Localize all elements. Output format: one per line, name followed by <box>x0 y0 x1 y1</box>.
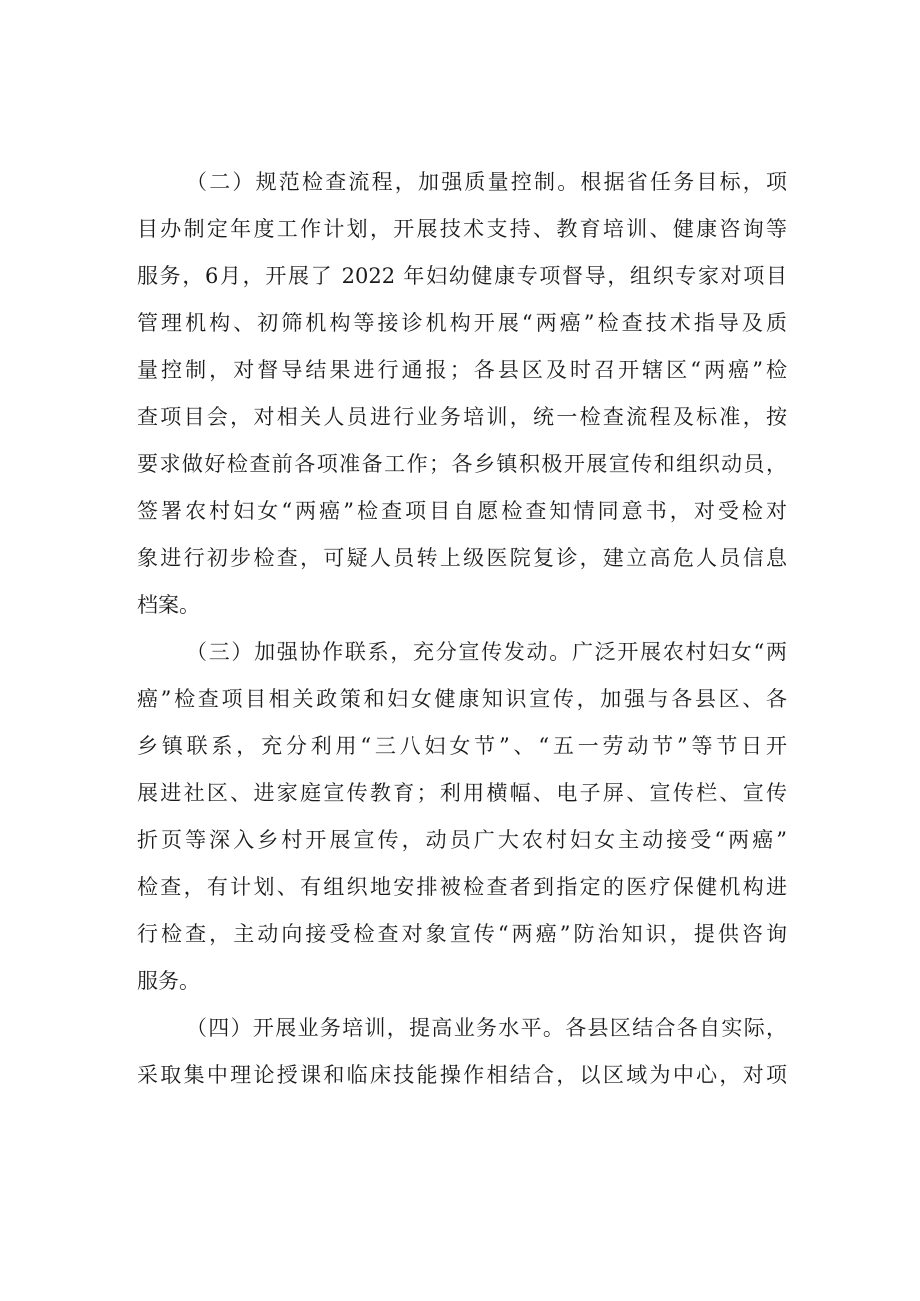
text-line: 服务，6月，开展了 2022 年妇幼健康专项督导，组织专家对项目 <box>137 264 787 288</box>
text-line: 管理机构、初筛机构等接诊机构开展“两癌”检查技术指导及质 <box>137 311 787 335</box>
text-line: 量控制，对督导结果进行通报；各县区及时召开辖区“两癌”检 <box>137 358 787 382</box>
text-line: 检查，有计划、有组织地安排被检查者到指定的医疗保健机构进 <box>137 875 787 899</box>
text-line: 象进行初步检查，可疑人员转上级医院复诊，建立高危人员信息 <box>137 546 787 570</box>
text-line: 查项目会，对相关人员进行业务培训，统一检查流程及标准，按 <box>137 405 787 429</box>
text-line: 展进社区、进家庭宣传教育；利用横幅、电子屏、宣传栏、宣传 <box>137 781 787 805</box>
text-line: 要求做好检查前各项准备工作；各乡镇积极开展宣传和组织动员， <box>137 452 787 476</box>
text-line: 签署农村妇女“两癌”检查项目自愿检查知情同意书，对受检对 <box>137 499 787 523</box>
text-line: （三）加强协作联系，充分宣传发动。广泛开展农村妇女“两 <box>186 640 787 664</box>
text-line: （二）规范检查流程，加强质量控制。根据省任务目标，项 <box>186 170 787 194</box>
text-line: 目办制定年度工作计划，开展技术支持、教育培训、健康咨询等 <box>137 217 787 241</box>
text-line: 乡镇联系，充分利用“三八妇女节”、“五一劳动节”等节日开 <box>137 734 787 758</box>
text-line: 档案。 <box>137 593 200 617</box>
text-line: 癌”检查项目相关政策和妇女健康知识宣传，加强与各县区、各 <box>137 687 787 711</box>
text-line: 折页等深入乡村开展宣传，动员广大农村妇女主动接受“两癌” <box>137 828 787 852</box>
text-line: （四）开展业务培训，提高业务水平。各县区结合各自实际， <box>186 1016 787 1040</box>
text-line: 行检查，主动向接受检查对象宣传“两癌”防治知识，提供咨询 <box>137 922 787 946</box>
text-line: 服务。 <box>137 969 200 993</box>
text-line: 采取集中理论授课和临床技能操作相结合，以区域为中心，对项 <box>137 1063 787 1087</box>
